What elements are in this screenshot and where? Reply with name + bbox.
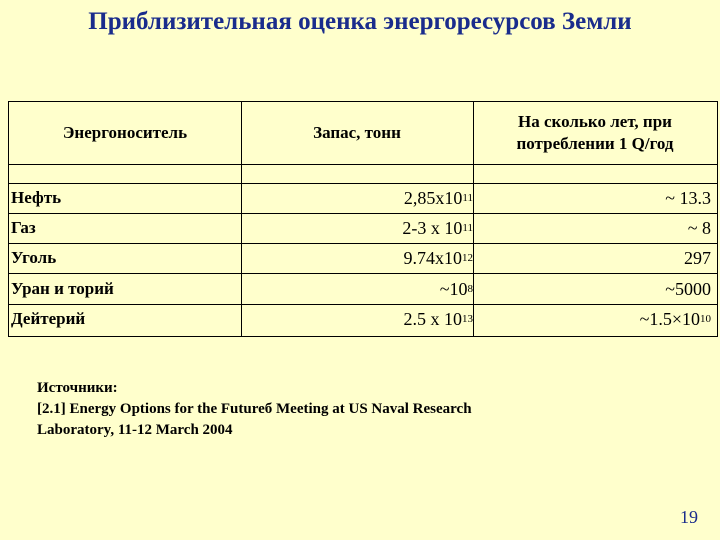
years-cell-value: ~ 8 <box>687 217 711 238</box>
years-cell <box>475 183 711 213</box>
years-cell-value: ~ 13.3 <box>665 187 711 208</box>
reserve-cell: 2-3 x 10 11 <box>402 217 473 238</box>
energy-source-cell-value: Уран и торий <box>11 279 114 298</box>
header-years: На сколько лет, при потреблении 1 Q/год <box>516 112 674 153</box>
sources-line: [2.1] Energy Options for the Futureб Meeting at US Naval Research <box>37 401 472 417</box>
table-row <box>9 274 717 304</box>
reserve-cell: 2,85x10 11 <box>403 187 473 208</box>
reserve-cell-value: 2,85x10 <box>403 187 463 208</box>
years-cell <box>475 274 711 304</box>
energy-source-cell-value: Нефть <box>11 188 62 207</box>
years-cell <box>475 243 711 273</box>
table-row <box>9 213 717 243</box>
header-divider <box>9 164 717 165</box>
energy-source-cell <box>11 183 241 213</box>
years-cell-value: ~5000 <box>665 278 711 299</box>
sources-line: Laboratory, 11-12 March 2004 <box>37 422 233 438</box>
years-cell-value: 297 <box>684 247 711 268</box>
energy-source-cell <box>11 243 241 273</box>
energy-source-cell <box>11 304 241 334</box>
years-cell: ~1.5×10 10 <box>639 308 711 329</box>
header-energy-source: Энергоноситель <box>62 123 188 142</box>
table-row <box>9 243 717 273</box>
page-number: 19 <box>680 507 698 527</box>
energy-resources-table <box>8 101 718 337</box>
table-row <box>9 183 717 213</box>
sources-block <box>37 378 637 441</box>
years-cell <box>475 213 711 243</box>
reserve-cell-value: 2.5 x 10 <box>403 308 462 329</box>
energy-source-cell <box>11 274 241 304</box>
sources-heading: Источники: <box>37 380 118 396</box>
reserve-cell: ~10 8 <box>439 278 473 299</box>
reserve-cell: 9.74x10 12 <box>403 247 473 268</box>
energy-source-cell <box>11 213 241 243</box>
years-cell-value: ~1.5×10 <box>639 308 700 329</box>
header-reserve: Запас, тонн <box>313 123 401 142</box>
reserve-cell-value: ~10 <box>439 278 468 299</box>
energy-source-cell-value: Газ <box>11 218 36 237</box>
energy-source-cell-value: Дейтерий <box>11 309 86 328</box>
table-row <box>9 304 717 334</box>
reserve-cell: 2.5 x 10 13 <box>403 308 473 329</box>
reserve-cell-value: 9.74x10 <box>403 247 462 268</box>
energy-source-cell-value: Уголь <box>11 248 57 267</box>
slide-title: Приблизительная оценка энергоресурсов Земли <box>88 8 632 35</box>
reserve-cell-value: 2-3 x 10 <box>402 217 463 238</box>
